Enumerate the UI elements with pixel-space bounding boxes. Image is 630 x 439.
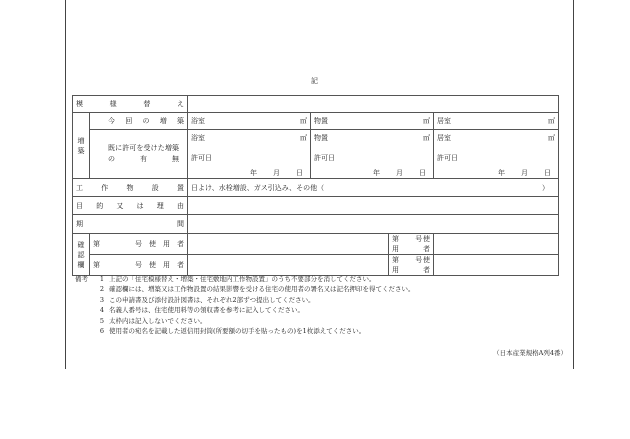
note-item: 太枠内は記入しないでください。 (109, 316, 207, 325)
user-sign-1[interactable] (188, 234, 389, 255)
user-sign-4[interactable] (434, 255, 559, 276)
user-number-label: 第 号使用者 (389, 255, 434, 276)
user-number-label: 第 号使用者 (90, 234, 188, 255)
note-item: 使用者の宛名を記載した返信用封筒(所要額の切手を貼ったもの)を1枚添えてください。 (109, 327, 366, 336)
period-label: 期 間 (73, 215, 188, 234)
note-item: 確認欄には、増築又は工作物設置の結果影響を受ける住宅の使用者の署名又は記名押印を得てください。 (109, 285, 415, 294)
user-number-label: 第 号使用者 (389, 234, 434, 255)
kind-value[interactable] (188, 96, 559, 113)
user-number-label: 第 号使用者 (90, 255, 188, 276)
purpose-label: 目的又は理由 (73, 197, 188, 215)
application-table (72, 95, 559, 276)
heading: 記 (311, 77, 319, 85)
standard-note: （日本産業規格A列4番） (493, 349, 567, 357)
current-storage[interactable]: 物置 ㎡ (311, 113, 434, 130)
confirm-label: 確認欄 (73, 234, 90, 276)
install-label: 工 作 物 設 置 (73, 179, 188, 197)
zoutiku-label: 増築 (73, 113, 90, 179)
current-living[interactable]: 居室 ㎡ (434, 113, 559, 130)
notes: 備考 1 上記の「住宅模様替え・増築・住宅敷地内工作物設置」のうち不要部分を消してください。 2 確認欄には、増築又は工作物設置の結果影響を受ける住宅の使用者の署名又は記名押印を得てください。 3 この申請書及び添付設計図書は、それぞれ2部ずつ提出してください。 4 名義人番号は、住宅使用料等の領収書を参考に記入してください。 5 太枠内は記入しないでください。 6 使用者の宛名を記載した返信用封筒(所要額の切手を貼ったもの)を1枚添えてください。 (75, 275, 415, 336)
note-item: 名義人番号は、住宅使用料等の領収書を参考に記入してください。 (109, 306, 304, 315)
note-item: 上記の「住宅模様替え・増築・住宅敷地内工作物設置」のうち不要部分を消してください。 (109, 275, 376, 283)
purpose-value[interactable] (188, 197, 559, 215)
existing-bath[interactable]: 浴室 ㎡ 許可日 年 月 日 (188, 130, 311, 179)
kind-label: 模 様 替 え (73, 96, 188, 113)
user-sign-2[interactable] (434, 234, 559, 255)
install-value[interactable]: 日よけ、水栓増設、ガス引込み、その他（ ） (188, 179, 559, 197)
existing-label: 既に許可を受けた増築の有無 (90, 130, 188, 179)
user-sign-3[interactable] (188, 255, 389, 276)
existing-living[interactable]: 居室 ㎡ 許可日 年 月 日 (434, 130, 559, 179)
current-bath[interactable]: 浴室 ㎡ (188, 113, 311, 130)
note-item: この申請書及び添付設計図書は、それぞれ2部ずつ提出してください。 (109, 295, 315, 304)
period-value[interactable] (188, 215, 559, 234)
current-label: 今 回 の 増 築 (90, 113, 188, 130)
existing-storage[interactable]: 物置 ㎡ 許可日 年 月 日 (311, 130, 434, 179)
notes-title: 備考 (75, 275, 88, 283)
